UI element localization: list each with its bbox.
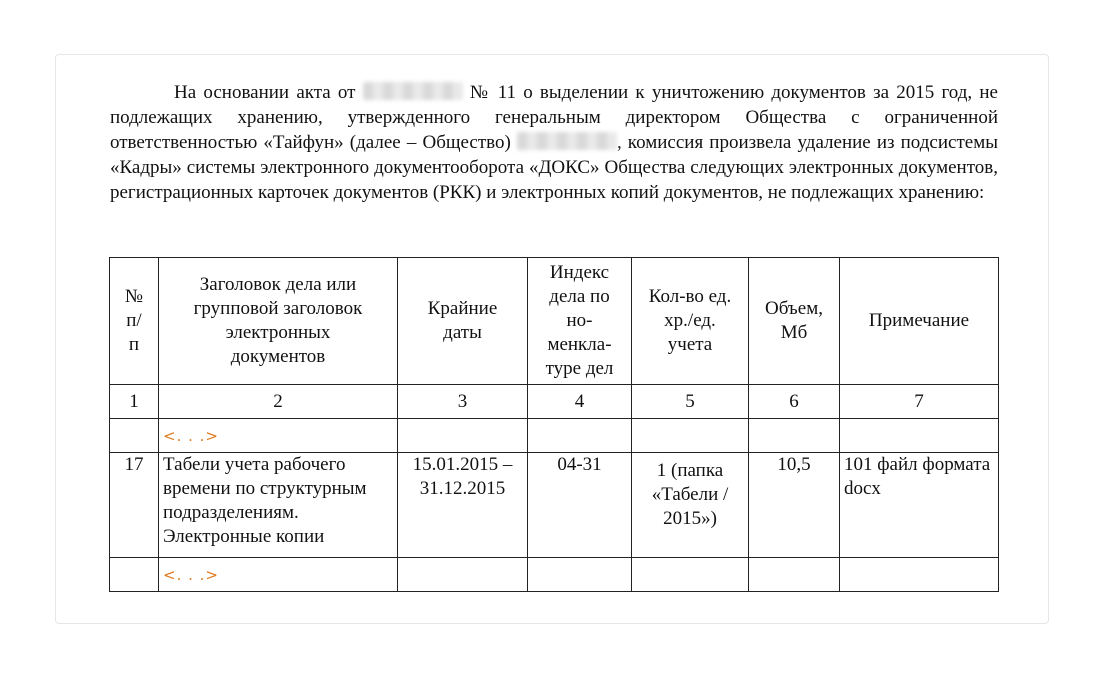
column-number: 5 [632,385,749,419]
header-title: Заголовок дела или групповой заголовок электронных документов [159,258,398,385]
documents-table [109,257,999,592]
header-note: Примечание [840,258,999,385]
paragraph-part-3: , комиссия произвела удаление из подсистемы «Кадры» системы электронного документооборота «ДОКС» Общества следующих электронных документов, регистрационных карточек документов (РКК) и электронных копий документов, не подлежащих хранению: [110,132,998,203]
column-numbers-row [110,385,999,419]
row-note: 101 файл формата docx [840,453,999,558]
header-volume: Объем, Мб [749,258,840,385]
column-number: 6 [749,385,840,419]
row-volume: 10,5 [749,453,840,558]
column-number: 2 [159,385,398,419]
header-dates: Крайние даты [398,258,528,385]
paragraph-part-2: № 11 о выделении к уничтожению документов за 2015 год, не подлежащих хранению, утвержденного генеральным директором Общества с ограниченной ответственностью «Тайфун» (далее – Общество) [110,82,998,153]
redacted-inn [517,132,617,150]
document-body [110,80,998,205]
table-row [110,453,999,558]
ellipsis-row [110,419,999,453]
redacted-date [363,82,463,100]
header-qty: Кол-во ед. хр./ед. учета [632,258,749,385]
header-index: Индекс дела по но-менкла-туре дел [528,258,632,385]
row-dates: 15.01.2015 – 31.12.2015 [398,453,528,558]
column-number: 4 [528,385,632,419]
row-qty: 1 (папка «Табели / 2015») [632,453,749,558]
table-header-row [110,258,999,385]
row-title: Табели учета рабочего времени по структурным подразделениям. Электронные копии [159,453,398,558]
ellipsis-row [110,558,999,592]
column-number: 3 [398,385,528,419]
ellipsis-marker: <. . .> [163,426,219,445]
column-number: 7 [840,385,999,419]
column-number: 1 [110,385,159,419]
header-no: № п/п [110,258,159,385]
intro-paragraph [110,80,998,205]
row-no: 17 [110,453,159,558]
paragraph-part-1: На основании акта от [174,82,363,103]
row-index: 04-31 [528,453,632,558]
ellipsis-marker: <. . .> [163,565,219,584]
